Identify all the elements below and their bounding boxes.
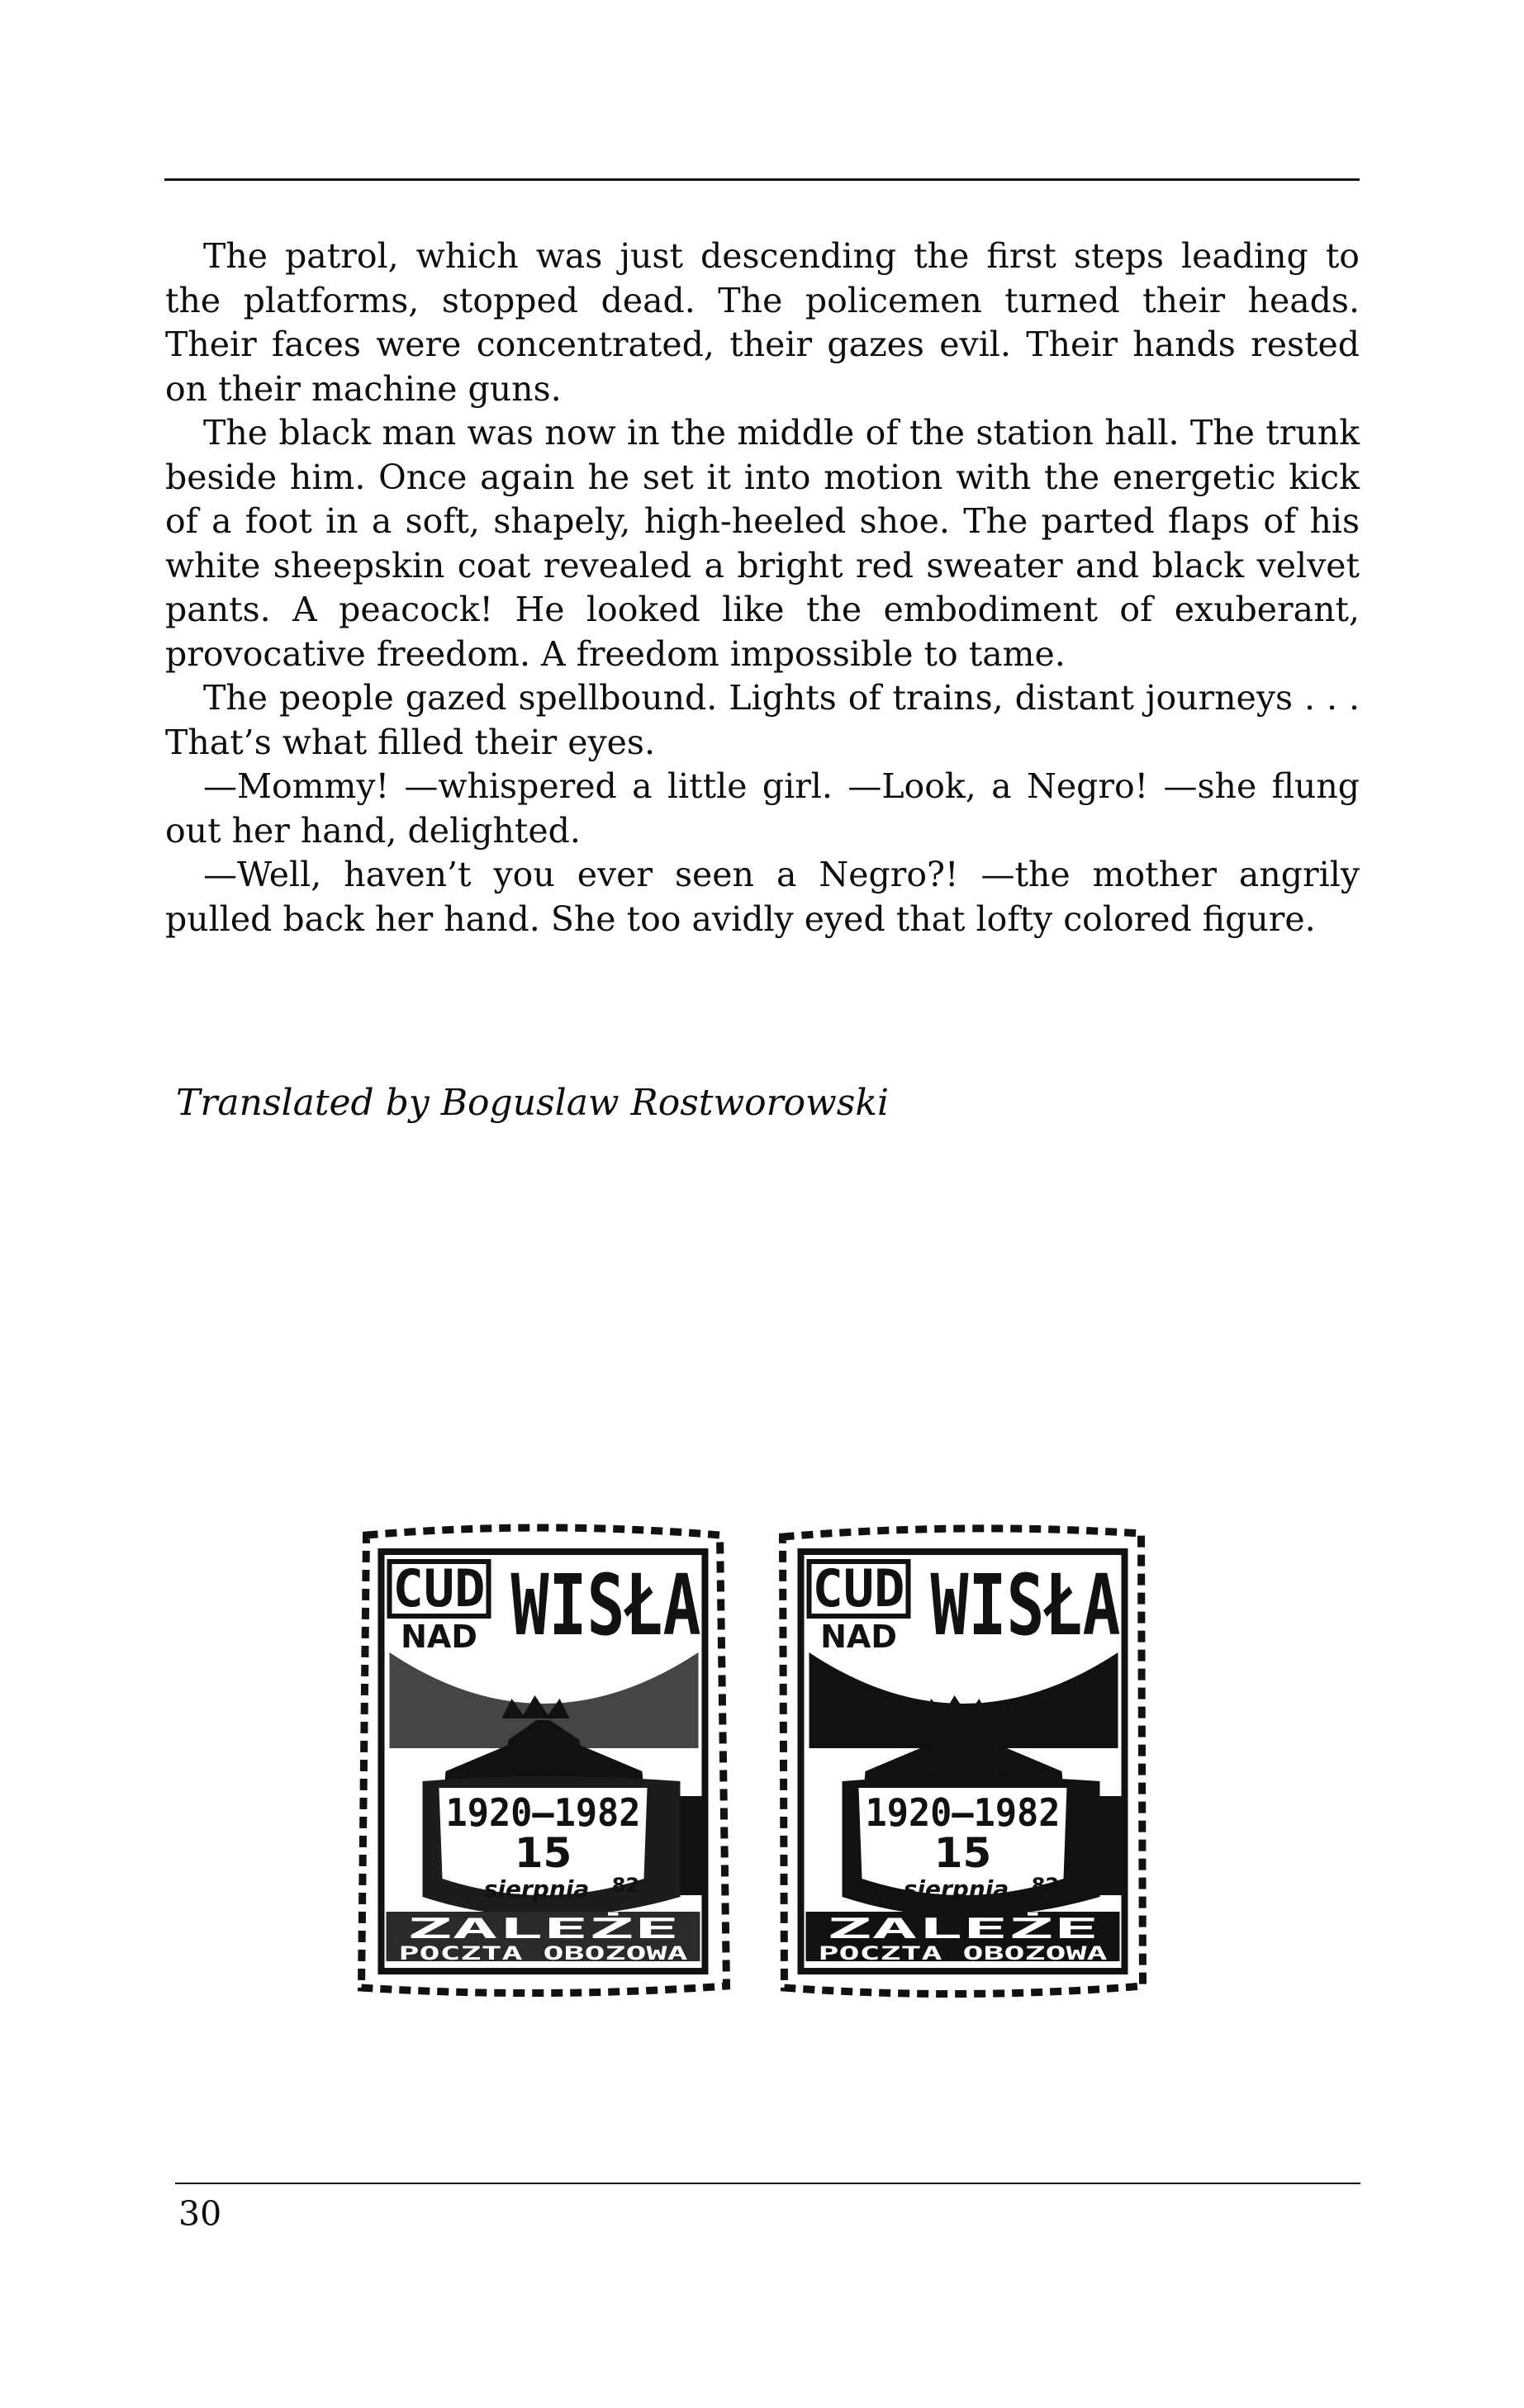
stamp-cud-text: CUD <box>392 1558 486 1619</box>
stamp-year-short-text: 82 <box>1031 1874 1060 1897</box>
paragraph: —Mommy! —whispered a little girl. —Look, a Negro! —she flung out her hand, delighted. <box>165 766 1360 851</box>
stamp-day-text: 15 <box>933 1829 992 1877</box>
stamp-bottom-word-text: ZALEŻE <box>826 1913 928 1946</box>
stamp-wisla-text: WISŁA <box>930 1557 1121 1655</box>
stamp-years-text: 1920–1982 <box>865 1790 1061 1835</box>
stamp-artwork <box>353 1524 734 2000</box>
bottom-rule <box>175 2183 1360 2184</box>
paragraph: —Well, haven’t you ever seen a Negro?! —the mother angrily pulled back her hand. She too avidly eyed that lofty colored figure. <box>165 855 1360 939</box>
top-rule <box>164 178 1360 181</box>
stamp-artwork <box>772 1524 1153 2000</box>
stamp-years-text: 1920–1982 <box>445 1790 641 1835</box>
stamp-nad-text: NAD <box>401 1619 477 1655</box>
stamp-image <box>772 1524 1153 2000</box>
page-number: 30 <box>178 2194 222 2234</box>
article-body <box>165 235 1360 941</box>
paragraph: The black man was now in the middle of the station hall. The trunk beside him. Once again he set it into motion with the energetic kick of a foot in a soft, shapely, high-heeled shoe. The parted flaps of his white sheepskin coat revealed a bright red sweater and black velvet pants. A peacock! He looked like the embodiment of exuberant, provocative freedom. A freedom impossible to tame. <box>165 413 1360 674</box>
stamp-cud-text: CUD <box>812 1558 905 1619</box>
stamp-nad-text: NAD <box>820 1619 897 1655</box>
stamp-wisla-text: WISŁA <box>510 1557 701 1655</box>
stamp-bottom-line-text: POCZTA OBOZOWA <box>818 1944 1108 1965</box>
paragraph: The patrol, which was just descending the first steps leading to the platforms, stopped dead. The policemen turned their heads. Their faces were concentrated, their gazes evil. Their hands rested on their machine guns. <box>165 236 1360 409</box>
stamp-image <box>353 1524 734 2000</box>
stamp-day-text: 15 <box>514 1829 572 1877</box>
paragraph: The people gazed spellbound. Lights of trains, distant journeys . . . That’s what filled their eyes. <box>165 678 1360 762</box>
translator-credit: Translated by Boguslaw Rostworowski <box>176 1082 890 1124</box>
stamp-month-text: sierpnia <box>903 1875 1009 1903</box>
stamp-bottom-word-text: ZALEŻE <box>406 1913 509 1946</box>
stamp-year-short-text: 82 <box>611 1874 640 1897</box>
stamp-month-text: sierpnia <box>483 1875 590 1903</box>
stamp-bottom-line-text: POCZTA OBOZOWA <box>398 1944 688 1965</box>
